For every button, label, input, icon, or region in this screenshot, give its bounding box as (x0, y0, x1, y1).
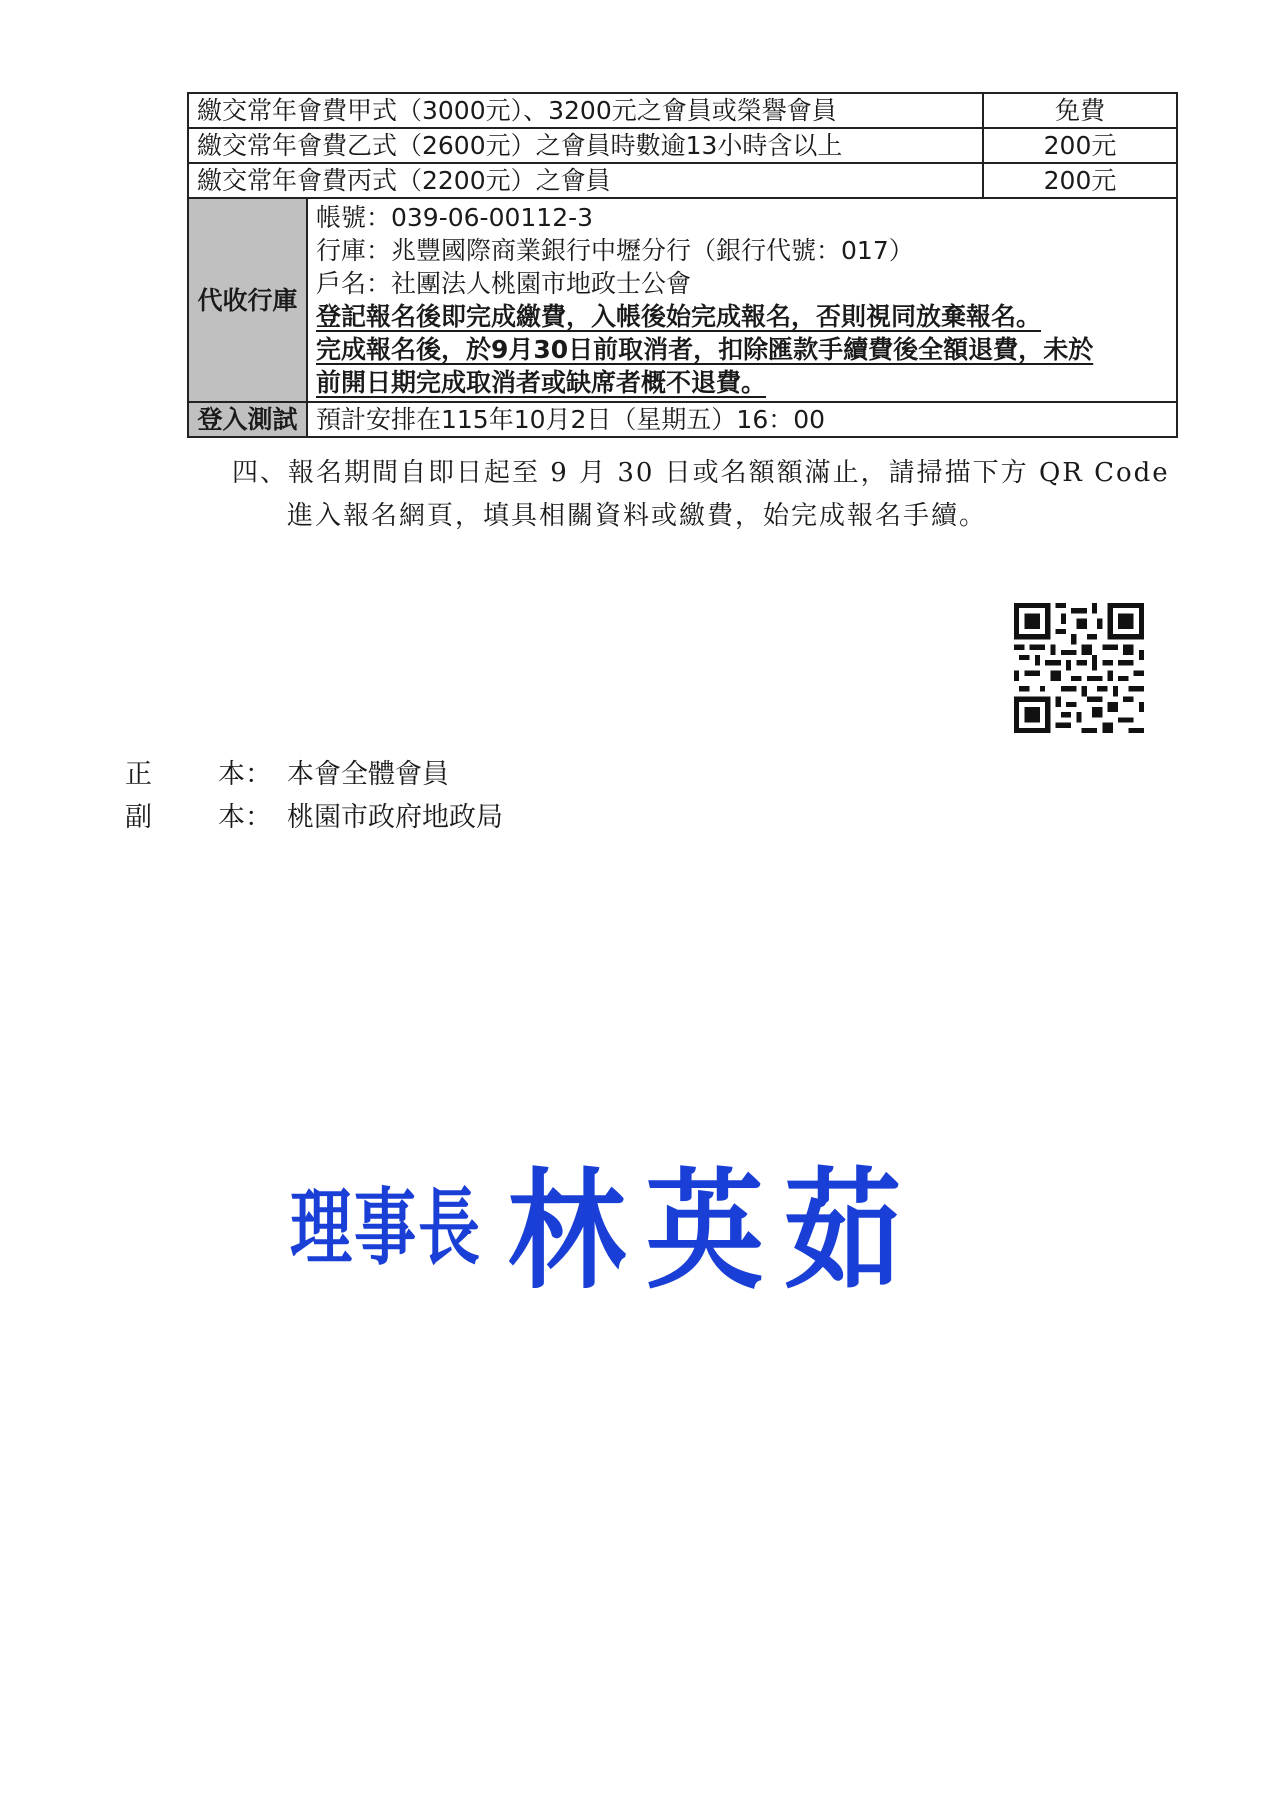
cc-secondary-label: 副 (125, 802, 152, 833)
cc-secondary-label2: 本： (218, 802, 272, 833)
fee-amount: 200元 (983, 128, 1177, 163)
cc-primary-label2: 本： (218, 759, 272, 790)
fee-amount: 200元 (983, 163, 1177, 198)
fee-desc: 繳交常年會費甲式（3000元）、3200元之會員或榮譽會員 (188, 93, 983, 128)
bank-account: 帳號：039-06-00112-3 (316, 203, 594, 232)
bank-holder: 戶名：社團法人桃園市地政士公會 (316, 269, 692, 298)
fee-table (187, 92, 1178, 438)
table-row (188, 402, 1177, 437)
item4-line1: 四、報名期間自即日起至 9 月 30 日或名額額滿止，請掃描下方 QR Code (232, 458, 1170, 488)
bank-branch: 行庫：兆豐國際商業銀行中壢分行（銀行代號：017） (316, 236, 914, 265)
item4-line2: 進入報名網頁，填具相關資料或繳費，始完成報名手續。 (287, 501, 988, 531)
cc-secondary-value: 桃園市政府地政局 (287, 802, 503, 833)
signature (290, 1135, 922, 1305)
signature-name: 林英茹 (507, 1154, 922, 1307)
cc-primary-value: 本會全體會員 (287, 759, 449, 790)
fee-desc: 繳交常年會費乙式（2600元）之會員時數逾13小時含以上 (188, 128, 983, 163)
bank-info (307, 198, 1177, 402)
table-row (188, 93, 1177, 128)
refund-notice-line2: 前開日期完成取消者或缺席者概不退費。 (316, 368, 767, 397)
login-test-value: 預計安排在115年10月2日（星期五）16：00 (307, 402, 1177, 437)
fee-amount: 免費 (983, 93, 1177, 128)
refund-notice-line1: 完成報名後，於9月30日前取消者，扣除匯款手續費後全額退費，未於 (316, 335, 1094, 364)
payment-notice: 登記報名後即完成繳費，入帳後始完成報名，否則視同放棄報名。 (316, 302, 1042, 331)
fee-desc: 繳交常年會費丙式（2200元）之會員 (188, 163, 983, 198)
table-row (188, 198, 1177, 402)
table-row (188, 128, 1177, 163)
signature-title: 理事長 (290, 1177, 483, 1277)
login-test-label: 登入測試 (188, 402, 307, 437)
table-row (188, 163, 1177, 198)
qr-code-icon[interactable] (1011, 603, 1147, 733)
bank-label: 代收行庫 (188, 198, 307, 402)
cc-primary-label: 正 (125, 759, 152, 790)
